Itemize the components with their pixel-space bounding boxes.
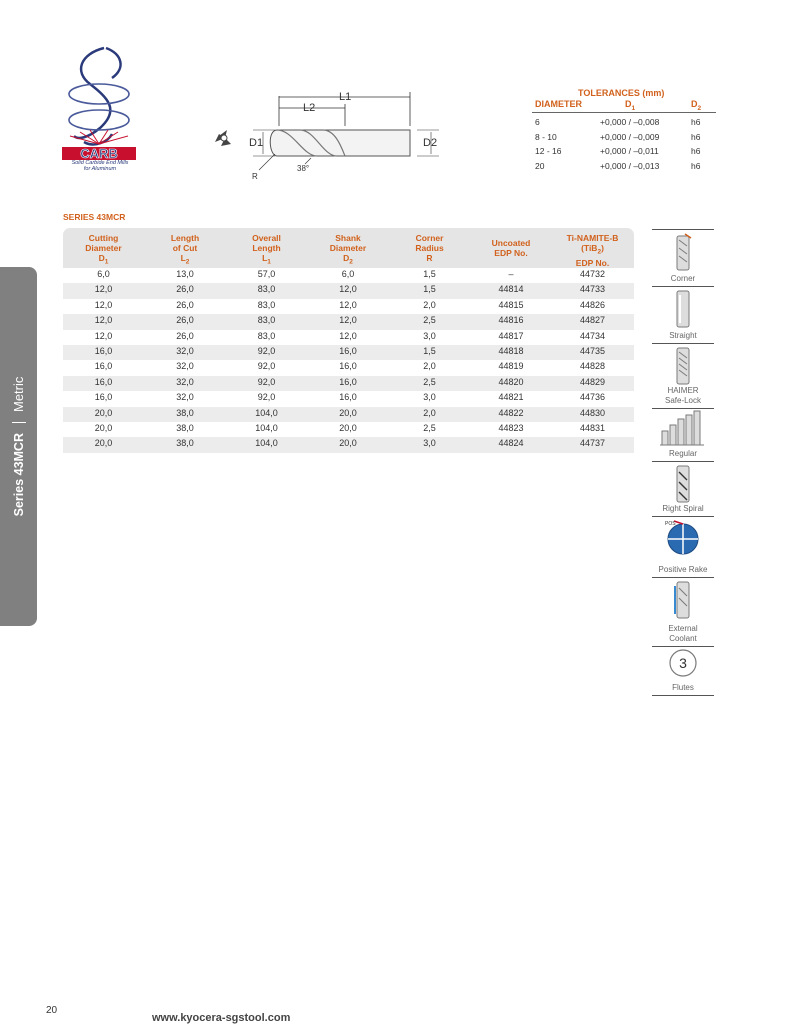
table-header-line2-text: of Cut: [172, 243, 198, 253]
table-cell: 3,0: [423, 438, 436, 449]
tol-header-d1: [625, 99, 635, 112]
tolerance-cell: +0,000 / –0,008: [600, 117, 660, 127]
table-cell: 38,0: [176, 407, 194, 418]
table-cell: 44828: [579, 361, 606, 372]
table-cell: 2,0: [423, 299, 436, 310]
tolerance-cell: h6: [691, 131, 701, 142]
table-cell: 44737: [579, 438, 606, 449]
table-cell: 44822: [498, 407, 524, 418]
table-row: [63, 283, 634, 298]
table-cell: 44816: [498, 315, 524, 326]
tolerances-title: TOLERANCES (mm): [578, 88, 665, 98]
d1-label: D1: [249, 137, 264, 149]
table-cell: 16,0: [339, 345, 357, 356]
corner-icon: [652, 230, 714, 274]
table-header-symbol-text: L: [180, 253, 186, 263]
table-cell: 20,0: [94, 438, 113, 449]
table-header-line2-end: ): [601, 243, 604, 253]
series-tab-separator: [12, 422, 26, 423]
feature-panel: [652, 229, 714, 696]
end-mill-drawing: [205, 86, 445, 186]
table-row: [63, 345, 634, 360]
tolerance-cell: +0,000 / –0,013: [600, 160, 660, 171]
table-cell: 16,0: [94, 376, 113, 387]
feature-item: [652, 408, 714, 461]
table-cell: 20,0: [339, 438, 357, 449]
series-tab-text: [0, 267, 37, 626]
tolerance-cell: 20: [535, 160, 545, 171]
table-header-symbol-text: EDP No.: [575, 257, 610, 268]
table-cell: –: [508, 269, 514, 279]
table-cell: 44823: [498, 422, 524, 433]
website-link[interactable]: www.kyocera-sgstool.com: [152, 1012, 291, 1024]
table-header-cell: [308, 233, 389, 268]
table-cell: 16,0: [339, 376, 357, 387]
feature-item: [652, 577, 714, 646]
table-header-symbol: [552, 258, 633, 268]
table-cell: 92,0: [257, 392, 276, 403]
table-header-symbol: [145, 253, 226, 268]
table-cell: 2,0: [423, 361, 436, 372]
table-row: [63, 391, 634, 406]
table-cell: 6,0: [341, 269, 355, 279]
table-cell: 83,0: [257, 299, 276, 310]
logo-brand: CARB: [80, 146, 118, 161]
tolerance-cell: 12 - 16: [535, 146, 562, 157]
table-cell: 83,0: [257, 315, 276, 326]
table-cell: 44830: [579, 407, 606, 418]
haimer-icon: [652, 344, 714, 386]
table-header-symbol-text: R: [426, 253, 433, 263]
table-cell: 1,5: [423, 345, 436, 356]
table-cell: 12,0: [94, 330, 113, 341]
page-number: 20: [46, 1005, 58, 1016]
table-cell: 16,0: [94, 361, 113, 372]
table-header-line2-text: (TiB: [581, 243, 598, 253]
table-cell: 44815: [498, 299, 524, 310]
table-cell: 32,0: [176, 361, 194, 372]
table-cell: 12,0: [339, 330, 357, 341]
table-cell: 44733: [579, 284, 606, 295]
tol-header-d1-sub: 1: [631, 104, 636, 112]
table-header-line2-text: Length: [252, 243, 281, 253]
table-header-cell: [471, 238, 552, 258]
series-tab-name: Series 43MCR: [11, 433, 26, 517]
table-header-symbol: [308, 253, 389, 268]
table-cell: 20,0: [94, 422, 113, 433]
table-cell: 104,0: [255, 407, 278, 418]
feature-label: Regular: [668, 449, 697, 458]
feature-label: HAIMER Safe-Lock: [664, 386, 702, 405]
table-row: [63, 360, 634, 375]
table-header-line2: [552, 243, 633, 258]
feature-item: [652, 343, 714, 408]
table-cell: 32,0: [176, 345, 194, 356]
table-header-line1: Overall: [252, 233, 281, 243]
table-cell: 32,0: [176, 392, 194, 403]
table-cell: 12,0: [94, 299, 113, 310]
table-cell: 83,0: [257, 330, 276, 341]
table-cell: 44829: [579, 376, 606, 387]
table-row: [63, 376, 634, 391]
table-cell: 1,5: [423, 284, 436, 295]
feature-item: [652, 646, 714, 695]
table-header-line2-text: Diameter: [329, 243, 367, 253]
table-header-line2-sub: 2: [597, 248, 602, 256]
table-cell: 12,0: [339, 299, 357, 310]
right-spiral-icon: [652, 462, 714, 504]
table-cell: 83,0: [257, 284, 276, 295]
table-row: [63, 422, 634, 437]
l2-label: L2: [303, 102, 316, 114]
table-cell: 16,0: [339, 361, 357, 372]
table-header-line2: [308, 243, 389, 253]
table-header-line1: Shank: [335, 233, 361, 243]
tolerance-cell: +0,000 / –0,009: [600, 131, 660, 142]
table-header-symbol: [389, 253, 470, 263]
length-regular-icon: [652, 409, 714, 449]
table-header-cell: [389, 233, 470, 263]
table-cell: 2,0: [423, 407, 436, 418]
table-header-line2-text: Diameter: [85, 243, 122, 253]
external-coolant-icon: [652, 578, 714, 624]
feature-label: External Coolant: [668, 624, 698, 643]
tol-header-diameter: DIAMETER: [535, 99, 582, 109]
table-header-line1: Corner: [415, 233, 444, 243]
table-cell: 44819: [498, 361, 524, 372]
feature-label: Corner: [670, 274, 696, 283]
r-label: R: [252, 172, 258, 181]
series-tab-unit: Metric: [11, 376, 26, 413]
table-cell: 44827: [579, 315, 606, 326]
table-header-line1: Ti-NAMITE-B: [566, 233, 619, 243]
table-cell: 44831: [579, 422, 606, 433]
feature-panel-end-rule: [652, 695, 714, 696]
table-cell: 12,0: [339, 315, 357, 326]
tol-header-d2: [691, 99, 701, 112]
table-header-line1: Cutting: [88, 233, 119, 243]
table-header-symbol: [63, 253, 144, 268]
tolerance-row: [532, 117, 716, 131]
svg-text:3: 3: [679, 655, 687, 671]
feature-label: Positive Rake: [658, 565, 708, 574]
svg-text:POS: POS: [665, 521, 676, 527]
feature-item: [652, 286, 714, 343]
table-cell: 6,0: [97, 269, 110, 279]
table-cell: 104,0: [255, 438, 278, 449]
table-body: [63, 268, 634, 453]
table-cell: 44821: [498, 392, 524, 403]
table-row: [63, 330, 634, 345]
table-header-line2: [471, 248, 552, 258]
table-cell: 20,0: [339, 422, 357, 433]
table-cell: 32,0: [176, 376, 194, 387]
feature-item: [652, 516, 714, 577]
table-cell: 44732: [579, 269, 606, 279]
table-header-cell: [63, 233, 144, 268]
table-header-line2: [63, 243, 144, 253]
table-cell: 38,0: [176, 422, 194, 433]
logo-tagline-line2: for Aluminum: [83, 166, 117, 172]
table-cell: 57,0: [257, 269, 276, 279]
table-header-symbol-text: D: [343, 253, 350, 263]
table-header-line2-text: Radius: [415, 243, 444, 253]
table-header-cell: [226, 233, 307, 268]
table-cell: 104,0: [255, 422, 278, 433]
tol-header-d1-sym: D: [625, 99, 632, 109]
table-header-line1: Length: [170, 233, 200, 243]
tolerance-cell: h6: [691, 146, 701, 157]
table-header-symbol-sub: 2: [349, 258, 353, 266]
table-cell: 3,0: [423, 330, 436, 341]
feature-label: Straight: [669, 331, 697, 340]
feature-label: Right Spiral: [662, 504, 704, 513]
feature-label: Flutes: [672, 683, 694, 692]
tolerance-row: [532, 146, 716, 160]
table-cell: 44824: [498, 438, 524, 449]
logo-tagline-line1: Solid Carbide End Mills: [71, 160, 129, 166]
table-header-cell: [552, 233, 633, 268]
table-header-symbol-sub: 1: [267, 258, 271, 266]
table-row: [63, 407, 634, 422]
flutes-icon: [652, 647, 714, 683]
table-header-symbol: [226, 253, 307, 268]
tolerance-cell: h6: [691, 117, 701, 127]
table-cell: 38,0: [176, 438, 194, 449]
table-cell: 2,5: [423, 315, 436, 326]
series-tab: [0, 267, 37, 626]
angle-label: 38°: [297, 164, 310, 173]
tol-header-d2-sym: D: [691, 99, 698, 109]
product-table: [63, 228, 634, 453]
table-row: [63, 314, 634, 329]
table-cell: 13,0: [176, 269, 194, 279]
table-header-line1: Uncoated: [491, 238, 531, 248]
d2-label: D2: [423, 137, 438, 149]
tol-header-d2-sub: 2: [697, 104, 702, 112]
table-cell: 44736: [579, 392, 606, 403]
table-header-line2: [389, 243, 470, 253]
table-cell: 16,0: [94, 392, 113, 403]
table-row: [63, 299, 634, 314]
tolerance-cell: 6: [535, 117, 540, 127]
tolerance-cell: h6: [691, 160, 701, 171]
table-cell: 16,0: [94, 345, 113, 356]
l1-label: L1: [339, 91, 352, 103]
table-header-line2: [145, 243, 226, 253]
table-cell: 44814: [498, 284, 524, 295]
carb-logo-graphic: [60, 44, 138, 176]
table-cell: 12,0: [339, 284, 357, 295]
table-header-line2: [226, 243, 307, 253]
table-header-line2-text: EDP No.: [494, 248, 528, 258]
tolerance-row: [532, 161, 716, 175]
table-header-symbol-sub: 2: [185, 258, 190, 266]
table-cell: 3,0: [423, 392, 436, 403]
table-cell: 12,0: [94, 315, 113, 326]
table-cell: 44818: [498, 345, 524, 356]
table-cell: 92,0: [257, 361, 276, 372]
table-header-symbol-sub: 1: [104, 258, 109, 266]
table-header-symbol-text: D: [98, 253, 105, 263]
table-cell: 12,0: [94, 284, 113, 295]
table-cell: 1,5: [423, 269, 436, 279]
tolerances-header: [532, 98, 716, 113]
table-row: [63, 437, 634, 452]
tolerance-row: [532, 132, 716, 146]
table-cell: 92,0: [257, 376, 276, 387]
table-row: [63, 268, 634, 283]
table-header: [63, 228, 634, 268]
table-cell: 44820: [498, 376, 524, 387]
table-cell: 2,5: [423, 376, 436, 387]
table-cell: 92,0: [257, 345, 276, 356]
feature-item: [652, 229, 714, 286]
table-cell: 2,5: [423, 422, 436, 433]
tolerance-cell: 8 - 10: [535, 131, 557, 142]
table-cell: 26,0: [176, 330, 194, 341]
logo-tagline: [58, 160, 142, 172]
carb-logo: [60, 44, 138, 176]
table-cell: 44817: [498, 330, 524, 341]
table-cell: 44734: [579, 330, 606, 341]
table-header-cell: [145, 233, 226, 268]
table-cell: 26,0: [176, 284, 194, 295]
table-cell: 26,0: [176, 315, 194, 326]
positive-rake-icon: [652, 517, 714, 565]
table-cell: 44735: [579, 345, 606, 356]
tolerance-cell: +0,000 / –0,011: [600, 146, 659, 157]
end-mill-drawing-svg: [205, 86, 445, 186]
table-cell: 20,0: [94, 407, 113, 418]
table-cell: 16,0: [339, 392, 357, 403]
straight-shank-icon: [652, 287, 714, 331]
feature-item: [652, 461, 714, 516]
table-cell: 20,0: [339, 407, 357, 418]
table-cell: 26,0: [176, 299, 194, 310]
table-header-symbol-text: L: [262, 253, 268, 263]
series-label: SERIES 43MCR: [63, 212, 126, 222]
table-cell: 44826: [579, 299, 606, 310]
